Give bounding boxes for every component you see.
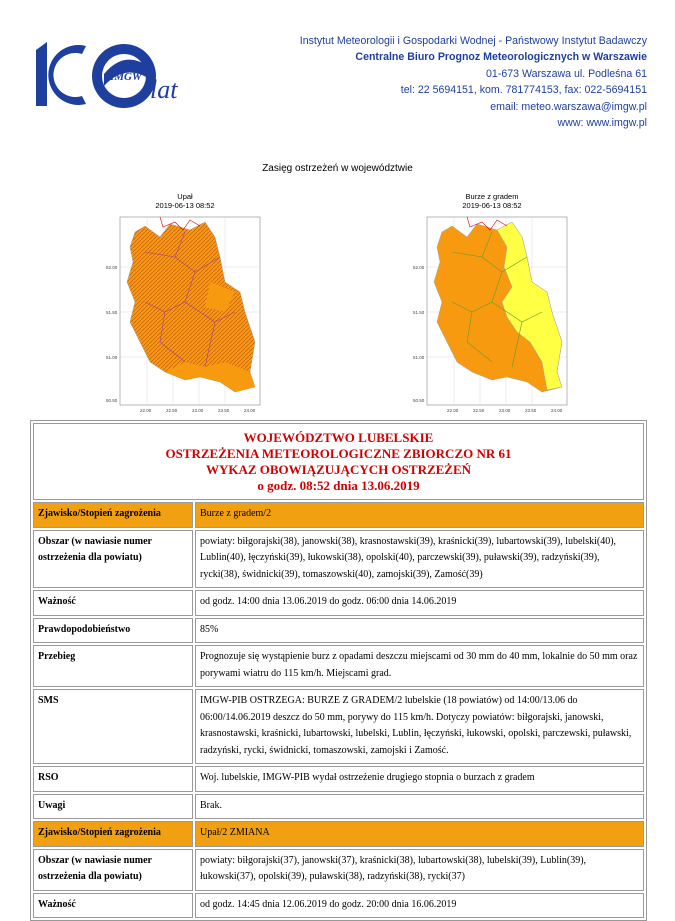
row-label: RSO: [33, 766, 193, 792]
table-row: [33, 618, 644, 644]
svg-text:22.50: 22.50: [166, 408, 178, 413]
table-row: [33, 590, 644, 616]
map-storm: [412, 192, 572, 417]
table-row: [33, 794, 644, 820]
logo-lat-text: lat: [150, 75, 178, 104]
svg-text:51.50: 51.50: [413, 310, 425, 315]
table-row: [33, 766, 644, 792]
row-label: Obszar (w nawiasie numer ostrzeżenia dla powiatu): [33, 530, 193, 589]
map-storm-title: Burze z gradem: [465, 192, 519, 201]
svg-text:50.50: 50.50: [413, 398, 425, 403]
row-label: Ważność: [33, 590, 193, 616]
svg-text:51.50: 51.50: [106, 310, 118, 315]
map-heat: [105, 192, 265, 417]
svg-text:52.00: 52.00: [106, 265, 118, 270]
warnings-header: [33, 423, 644, 500]
row-value: Burze z gradem/2: [195, 502, 644, 528]
row-value: Woj. lubelskie, IMGW-PIB wydał ostrzeżenie drugiego stopnia o burzach z gradem: [195, 766, 644, 792]
svg-text:24.00: 24.00: [244, 408, 256, 413]
address: 01-673 Warszawa ul. Podleśna 61: [486, 67, 647, 80]
row-label: SMS: [33, 689, 193, 764]
row-value: Upał/2 ZMIANA: [195, 821, 644, 847]
row-label: Zjawisko/Stopień zagrożenia: [33, 502, 193, 528]
map-heat-date: 2019-06-13 08:52: [155, 201, 215, 210]
row-label: Przebieg: [33, 645, 193, 687]
institute-name: Instytut Meteorologii i Gospodarki Wodnej - Państwowy Instytut Badawczy: [299, 35, 647, 47]
voivodeship-title: WOJEWÓDZTWO LUBELSKIE: [243, 430, 434, 445]
list-title: WYKAZ OBOWIĄZUJĄCYCH OSTRZEŻEŃ: [205, 462, 472, 477]
table-row: [33, 689, 644, 764]
row-value: od godz. 14:45 dnia 12.06.2019 do godz. 20:00 dnia 16.06.2019: [195, 893, 644, 919]
map-heat-title: Upał: [177, 192, 193, 201]
map-heat-image: [105, 212, 265, 417]
table-row: [33, 849, 644, 891]
row-value: Brak.: [195, 794, 644, 820]
map-storm-image: [412, 212, 572, 417]
email[interactable]: email: meteo.warszawa@imgw.pl: [490, 100, 647, 113]
row-value: IMGW-PIB OSTRZEGA: BURZE Z GRADEM/2 lubelskie (18 powiatów) od 14:00/13.06 do 06:00/14.06.2019 deszcz do 50 mm, porywy do 115 km/h. Dotyczy powiatów: biłgorajski, janowski, krasnostawski, kraśnicki, lubartowski, lubelski, Lublin, łęczyński, łukowski, opolski, parczewski, puławski, radzyński, rycki, świdnicki, tomaszowski, zamojski i Zamość.: [195, 689, 644, 764]
maps-subtitle: Zasięg ostrzeżeń w województwie: [262, 163, 413, 174]
svg-text:52.00: 52.00: [413, 265, 425, 270]
row-value: 85%: [195, 618, 644, 644]
table-row: [33, 645, 644, 687]
svg-text:22.00: 22.00: [447, 408, 459, 413]
row-label: Prawdopodobieństwo: [33, 618, 193, 644]
bulletin-title: OSTRZEŻENIA METEOROLOGICZNE ZBIORCZO NR 61: [165, 446, 512, 461]
svg-text:22.00: 22.00: [140, 408, 152, 413]
table-row: [33, 893, 644, 919]
table-row: [33, 502, 644, 528]
row-label: Uwagi: [33, 794, 193, 820]
svg-text:22.50: 22.50: [473, 408, 485, 413]
bureau-name: Centralne Biuro Prognoz Meteorologicznych w Warszawie: [355, 51, 647, 64]
row-label: Ważność: [33, 893, 193, 919]
svg-text:51.00: 51.00: [413, 355, 425, 360]
row-value: powiaty: biłgorajski(37), janowski(37), kraśnicki(38), lubartowski(38), lubelski(39), Lublin(39), łukowski(37), opolski(39), puławski(38), radzyński(38), rycki(37): [195, 849, 644, 891]
imgw-100-lat-logo: [32, 38, 192, 114]
row-value: Prognozuje się wystąpienie burz z opadami deszczu miejscami od 30 mm do 40 mm, lokalnie do 50 mm oraz porywami wiatru do 115 km/h. Miejscami grad.: [195, 645, 644, 687]
logo-imgw-text: IMGW: [110, 71, 142, 83]
warnings-panel: [30, 420, 647, 921]
institute-info: [300, 33, 647, 131]
svg-text:23.50: 23.50: [525, 408, 537, 413]
phone: tel: 22 5694151, kom. 781774153, fax: 022-5694151: [400, 84, 647, 97]
row-label: Zjawisko/Stopień zagrożenia: [33, 821, 193, 847]
row-label: Obszar (w nawiasie numer ostrzeżenia dla powiatu): [33, 849, 193, 891]
svg-text:50.50: 50.50: [106, 398, 118, 403]
issue-time: o godz. 08:52 dnia 13.06.2019: [257, 478, 420, 493]
website[interactable]: www: www.imgw.pl: [557, 117, 647, 130]
svg-text:51.00: 51.00: [106, 355, 118, 360]
map-storm-date: 2019-06-13 08:52: [462, 201, 522, 210]
svg-text:24.00: 24.00: [551, 408, 563, 413]
row-value: powiaty: biłgorajski(38), janowski(38), krasnostawski(39), kraśnicki(39), lubartowski(39), lubelski(40), Lublin(40), łęczyński(39), łukowski(38), opolski(40), parczewski(39), puławski(39), radzyński(39), rycki(38), świdnicki(39), tomaszowski(40), zamojski(39), Zamość(39): [195, 530, 644, 589]
table-row: [33, 821, 644, 847]
svg-text:23.50: 23.50: [218, 408, 230, 413]
table-row: [33, 530, 644, 589]
row-value: od godz. 14:00 dnia 13.06.2019 do godz. 06:00 dnia 14.06.2019: [195, 590, 644, 616]
svg-text:23.00: 23.00: [192, 408, 204, 413]
svg-text:23.00: 23.00: [499, 408, 511, 413]
